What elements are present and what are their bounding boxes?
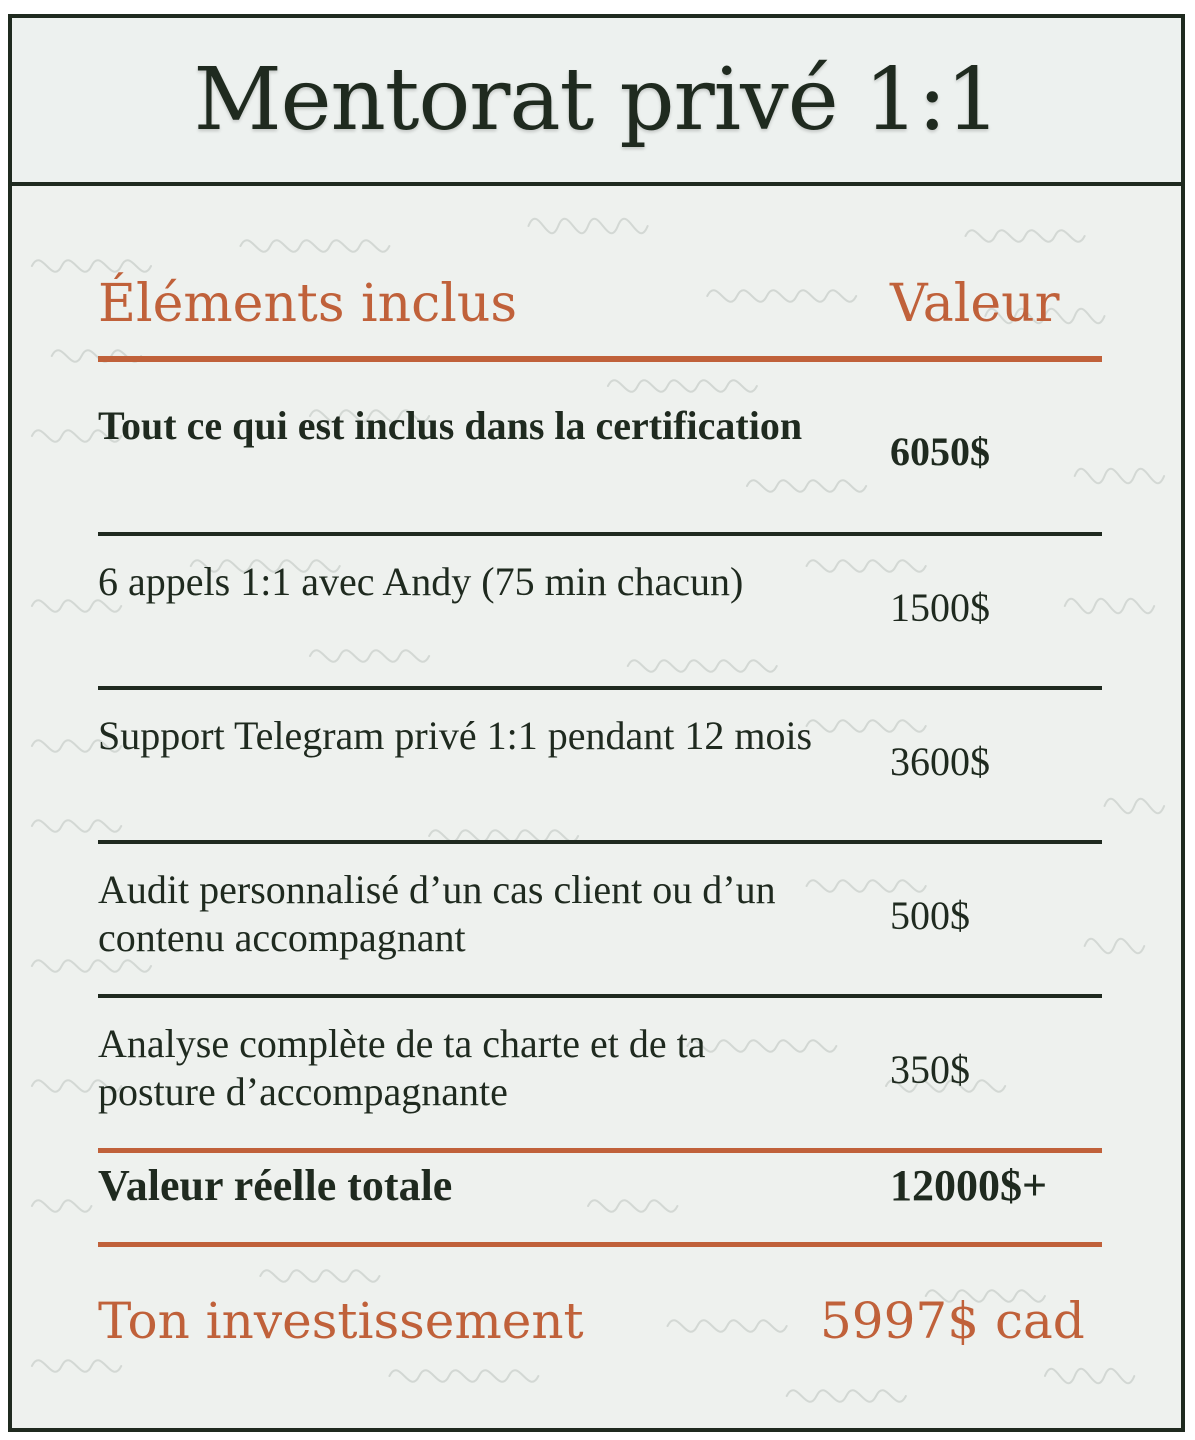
row-item-analysis: Analyse complète de ta charte et de ta posture d’accompagnante — [98, 1021, 736, 1114]
header-divider — [98, 356, 1102, 362]
row-value-audit: 500$ — [890, 893, 970, 938]
row-item-certification: Tout ce qui est inclus dans la certification — [98, 403, 803, 448]
total-top-divider — [98, 1148, 1102, 1153]
card-title: Mentorat privé 1:1 — [193, 50, 1000, 150]
column-header-items: Éléments inclus — [98, 274, 518, 334]
row-value-certification: 6050$ — [890, 429, 990, 474]
row-divider — [98, 840, 1102, 844]
row-item-telegram-support: Support Telegram privé 1:1 pendant 12 mois — [98, 713, 813, 758]
row-item-calls: 6 appels 1:1 avec Andy (75 min chacun) — [98, 559, 744, 604]
card-header — [12, 18, 1181, 186]
row-divider — [98, 532, 1102, 536]
row-divider — [98, 686, 1102, 690]
row-item-audit: Audit personnalisé d’un cas client ou d’un contenu accompagnant — [98, 867, 776, 960]
total-bottom-divider — [98, 1242, 1102, 1247]
investment-value: 5997$ cad — [820, 1292, 1085, 1350]
pricing-table — [12, 186, 1181, 1432]
column-header-value: Valeur — [890, 274, 1060, 334]
row-value-telegram-support: 3600$ — [890, 739, 990, 784]
pricing-card — [8, 14, 1185, 1432]
total-label: Valeur réelle totale — [98, 1161, 453, 1210]
row-divider — [98, 994, 1102, 998]
row-value-analysis: 350$ — [890, 1047, 970, 1092]
row-value-calls: 1500$ — [890, 585, 990, 630]
investment-label: Ton investissement — [98, 1292, 584, 1350]
total-value: 12000$+ — [890, 1161, 1048, 1210]
